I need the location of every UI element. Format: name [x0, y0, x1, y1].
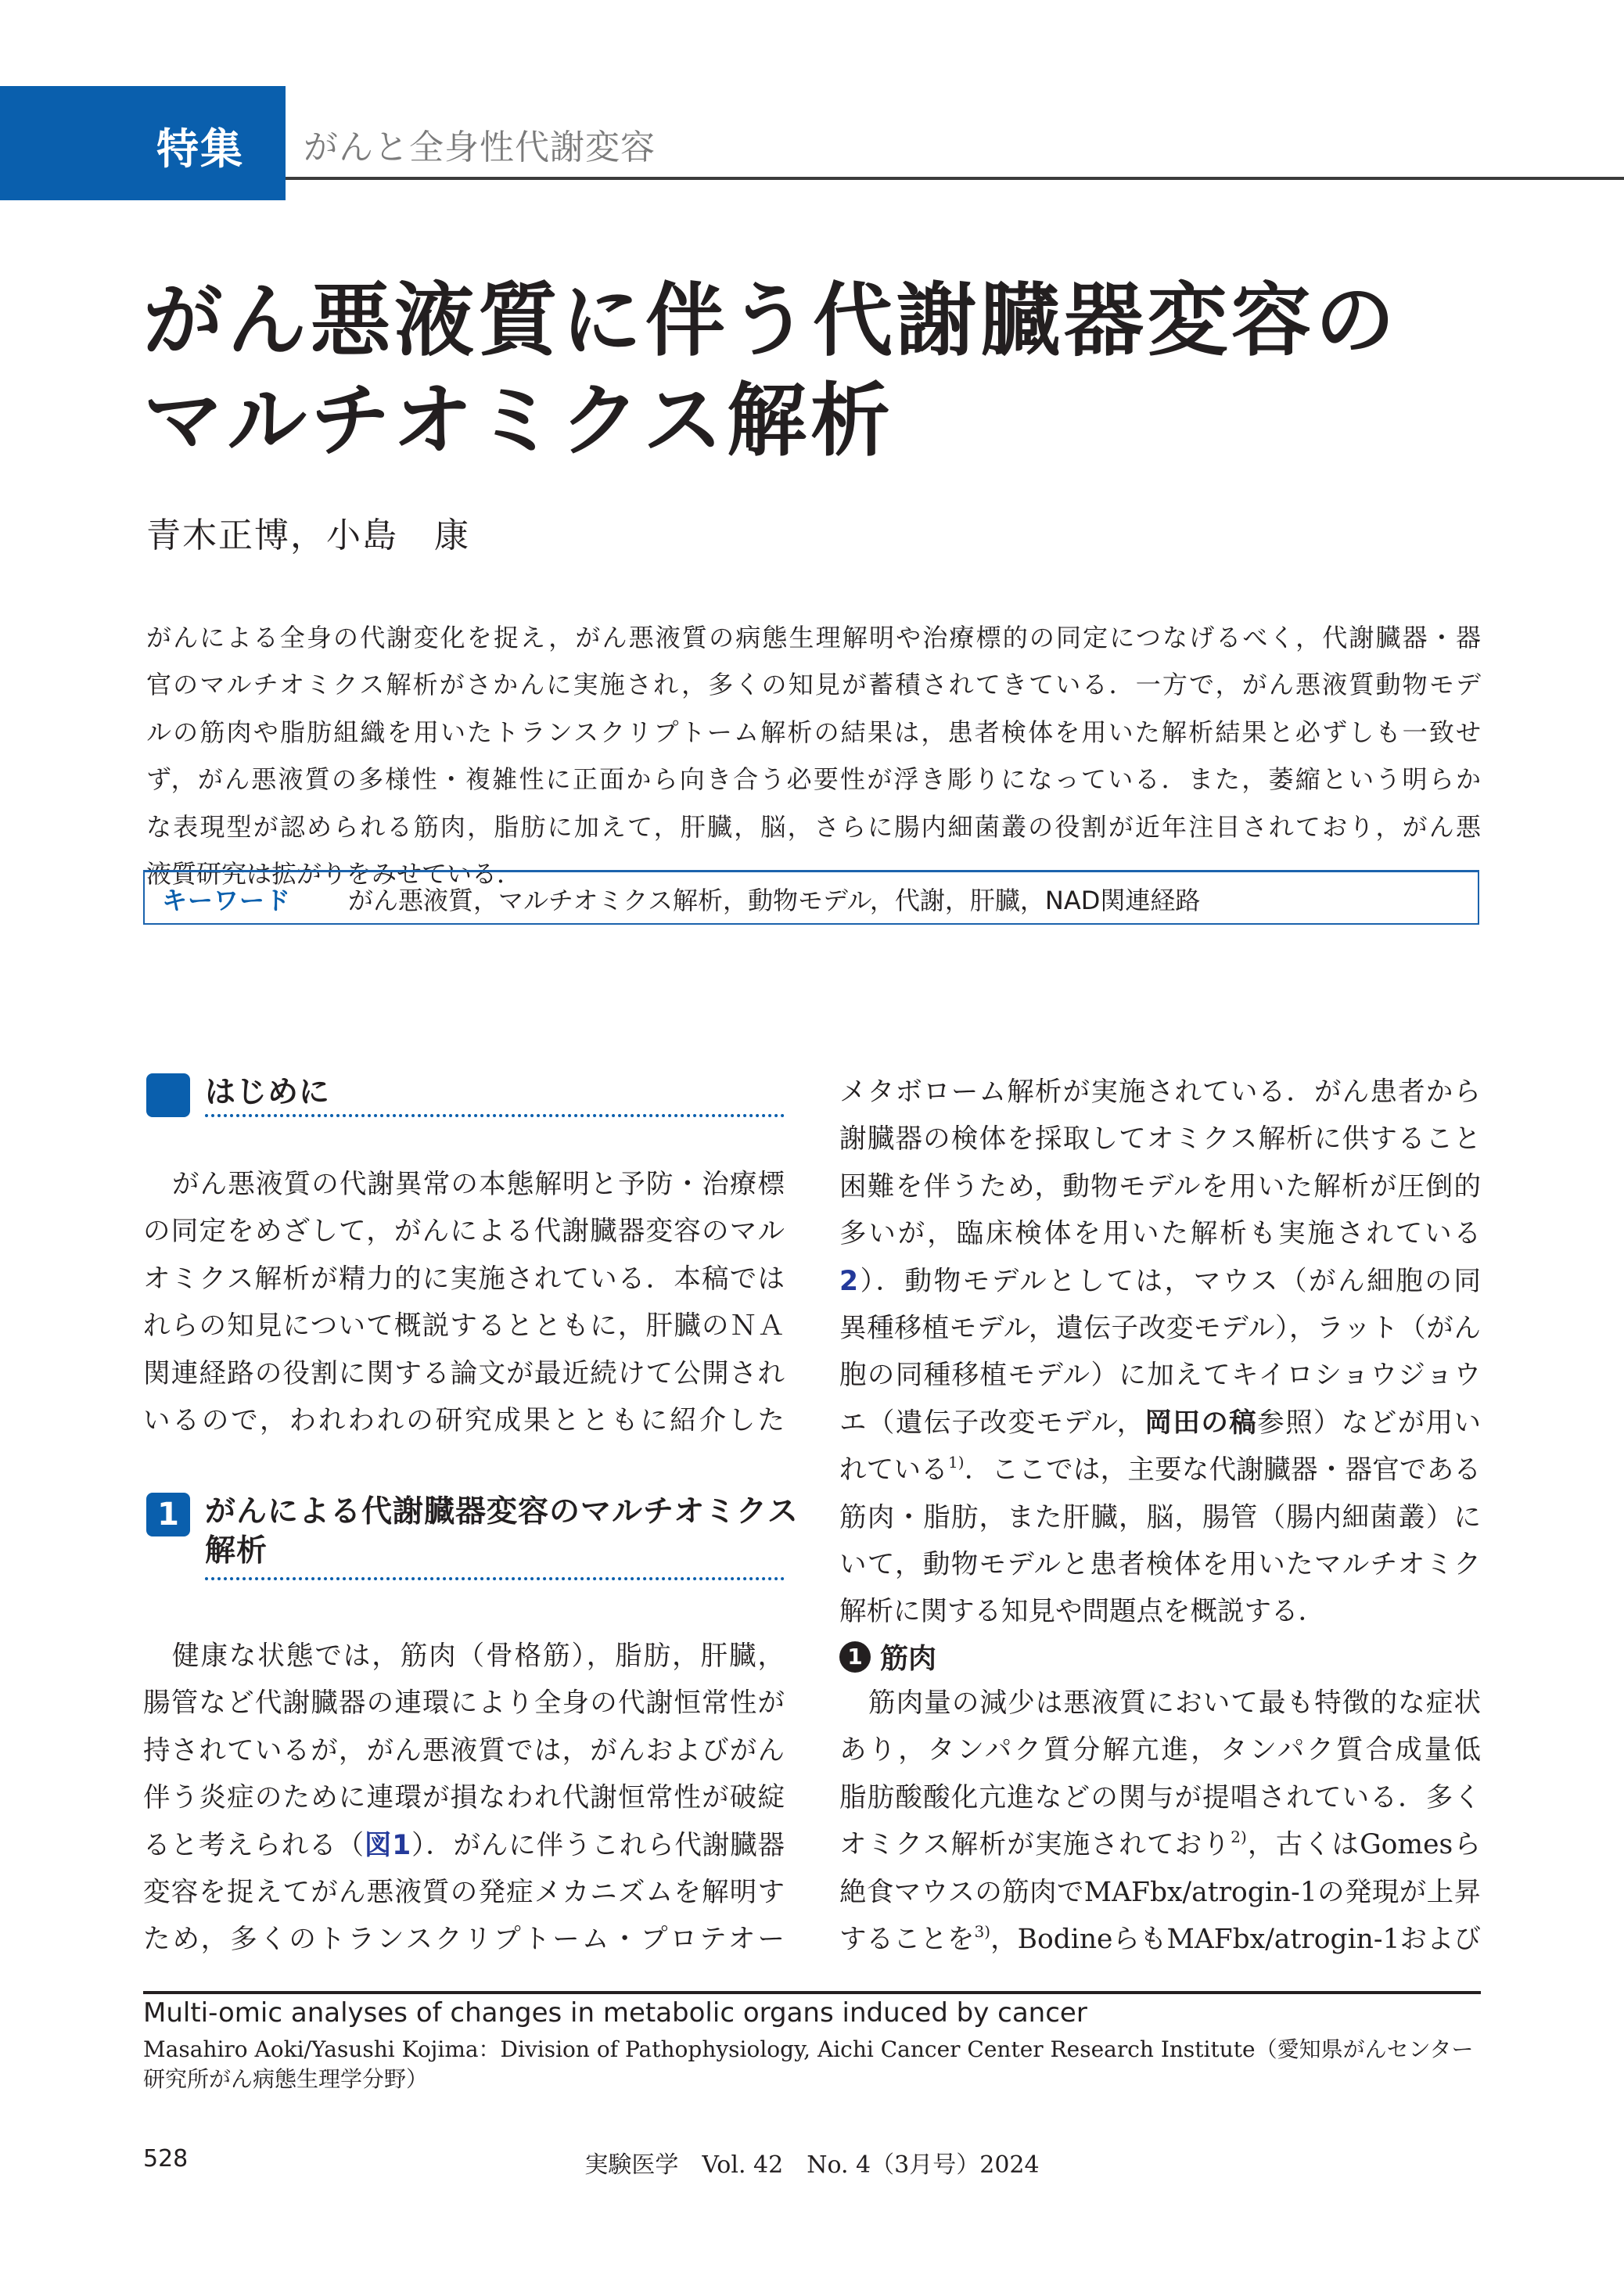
- article-title-line-2: マルチオミクス解析: [143, 375, 894, 468]
- text-line: [143, 1916, 785, 1963]
- muscle-paragraph: [839, 1680, 1481, 1963]
- series-title: がんと全身性代謝変容: [304, 128, 656, 167]
- text-span: 健康な状態では，筋肉（骨格筋），脂肪，肝臓，: [172, 1641, 785, 1672]
- text-span: あり，タンパク質分解亢進，タンパク質合成量低: [839, 1734, 1481, 1766]
- circled-number-icon: 1: [839, 1641, 871, 1673]
- right-column-paragraph: [839, 1069, 1481, 1636]
- text-span: 困難を伴うため，動物モデルを用いた解析が圧倒的: [839, 1170, 1481, 1202]
- text-line: [143, 1633, 785, 1680]
- text-span: ）．動物モデルとしては，マウス（がん細胞の同: [858, 1265, 1481, 1297]
- citation-superscript: 1): [948, 1453, 965, 1472]
- article-title-line-1: がん悪液質に伴う代謝臓器変容の: [143, 275, 1399, 368]
- text-span: 腸管など代謝臓器の連環により全身の代謝恒常性が: [143, 1687, 785, 1720]
- text-line: [839, 1447, 1481, 1493]
- text-line: [143, 1680, 785, 1727]
- text-line: [143, 1774, 785, 1821]
- text-line: [143, 1161, 785, 1208]
- text-line: [146, 614, 1481, 661]
- intro-paragraph: [143, 1161, 785, 1444]
- text-line: [143, 1397, 785, 1444]
- text-span: いて，動物モデルと患者検体を用いたマルチオミク: [839, 1548, 1481, 1580]
- text-line: [143, 1869, 785, 1916]
- section-marker-icon: [146, 1073, 190, 1117]
- text-line: [839, 1210, 1481, 1257]
- text-line: [839, 1916, 1481, 1963]
- text-line: [839, 1116, 1481, 1163]
- intro-heading: はじめに: [205, 1075, 331, 1110]
- text-span: の同定をめざして，がんによる代謝臓器変容のマル: [143, 1216, 785, 1248]
- section-1-heading-line-1: がんによる代謝臓器変容のマルチオミクス: [205, 1494, 799, 1529]
- text-line: [146, 661, 1481, 708]
- text-line: [839, 1494, 1481, 1541]
- text-span: いるので，われわれの研究成果とともに紹介した: [143, 1404, 785, 1436]
- text-line: [839, 1069, 1481, 1116]
- section-1-heading-line-2: 解析: [205, 1533, 268, 1569]
- text-span: 変容を捉えてがん悪液質の発症メカニズムを解明す: [143, 1876, 785, 1908]
- text-span: オミクス解析が実施されており: [839, 1829, 1231, 1861]
- text-line: [839, 1352, 1481, 1399]
- text-span: 持されているが，がん悪液質では，がんおよびがん: [143, 1734, 785, 1766]
- text-line: [839, 1400, 1481, 1447]
- figure-reference-link[interactable]: 2: [839, 1265, 859, 1297]
- journal-citation: 実験医学 Vol. 42 No. 4（3月号）2024: [584, 2151, 1040, 2179]
- footer-divider: [143, 1991, 1481, 1994]
- text-span: 謝臓器の検体を採取してオミクス解析に供すること: [839, 1123, 1481, 1155]
- text-line: [839, 1680, 1481, 1727]
- text-span: れらの知見について概説するとともに，肝臓のＮＡ: [143, 1310, 785, 1342]
- text-span: エ（遺伝子改変モデル，: [839, 1407, 1145, 1439]
- text-span: 伴う炎症のために連環が損なわれ代謝恒常性が破綻: [143, 1782, 785, 1814]
- text-span: ）．がんに伴うこれら代謝臓器: [411, 1829, 785, 1861]
- text-line: [146, 803, 1481, 850]
- subheading-muscle: [839, 1637, 936, 1677]
- section-number-badge: 1: [146, 1493, 190, 1536]
- text-span: 筋肉・脂肪，また肝臓，脳，腸管（腸内細菌叢）に: [839, 1501, 1481, 1533]
- text-span: ため，多くのトランスクリプトーム・プロテオー: [143, 1924, 785, 1956]
- text-span: することを: [839, 1923, 975, 1955]
- text-line: [839, 1821, 1481, 1868]
- text-span: 異種移植モデル，遺伝子改変モデル），ラット（がん: [839, 1312, 1481, 1344]
- text-span: ，BodineらもMAFbx/atrogin-1および: [990, 1923, 1481, 1955]
- keyword-list: がん悪液質，マルチオミクス解析，動物モデル，代謝，肝臓，NAD関連経路: [348, 886, 1201, 915]
- text-line: [839, 1163, 1481, 1210]
- text-line: [839, 1541, 1481, 1588]
- figure-reference-link[interactable]: 図1: [364, 1829, 411, 1861]
- affiliation-line-1: Masahiro Aoki/Yasushi Kojima：Division of Pathophysiology, Aichi Cancer Center Research Institute（愛知県がんセンター: [143, 2036, 1474, 2062]
- page-number: 528: [143, 2145, 189, 2173]
- text-line: [839, 1727, 1481, 1774]
- text-span: ると考えられる（: [143, 1829, 365, 1861]
- text-line: [143, 1256, 785, 1303]
- text-line: [839, 1869, 1481, 1916]
- text-span: オミクス解析が精力的に実施されている．本稿では: [143, 1263, 785, 1295]
- text-line: [146, 756, 1481, 803]
- english-title: Multi-omic analyses of changes in metabolic organs induced by cancer: [143, 1997, 1087, 2029]
- text-span: 胞の同種移植モデル）に加えてキイロショウジョウ: [839, 1360, 1481, 1392]
- text-line: [839, 1305, 1481, 1352]
- header-divider: [286, 177, 1624, 180]
- text-span: 官のマルチオミクス解析がさかんに実施され，多くの知見が蓄積されてきている．一方で，がん悪液質動物モデ: [146, 670, 1481, 700]
- heading-dotted-rule: [205, 1114, 785, 1117]
- keyword-label: キーワード: [162, 886, 292, 915]
- text-span: 液質研究は拡がりをみせている．: [146, 858, 523, 889]
- text-line: [839, 1774, 1481, 1821]
- text-span: 岡田の稿: [1144, 1407, 1258, 1439]
- citation-superscript: 3): [974, 1921, 991, 1941]
- text-line: [143, 1303, 785, 1350]
- text-line: [143, 1208, 785, 1255]
- text-line: [839, 1258, 1481, 1305]
- text-line: [143, 1822, 785, 1869]
- citation-superscript: 2): [1231, 1828, 1247, 1847]
- text-span: 脂肪酸酸化亢進などの関与が提唱されている．多く: [839, 1781, 1481, 1813]
- text-span: 筋肉量の減少は悪液質において最も特徴的な症状: [868, 1687, 1481, 1719]
- subheading-label: 筋肉: [880, 1643, 937, 1675]
- text-span: ，古くはGomesら: [1246, 1829, 1481, 1861]
- text-span: な表現型が認められる筋肉，脂肪に加えて，肝臓，脳，さらに腸内細菌叢の役割が近年注目されており，がん悪: [146, 811, 1481, 842]
- text-span: 解析に関する知見や問題点を概説する．: [839, 1596, 1325, 1628]
- text-span: ルの筋肉や脂肪組織を用いたトランスクリプトーム解析の結果は，患者検体を用いた解析結果と必ずしも一致せ: [146, 717, 1481, 747]
- text-span: ず，がん悪液質の多様性・複雑性に正面から向き合う必要性が浮き彫りになっている．また，萎縮という明らか: [146, 764, 1481, 795]
- text-line: [146, 709, 1481, 756]
- heading-dotted-rule: [205, 1577, 785, 1580]
- authors: 青木正博，小島 康: [146, 516, 470, 555]
- affiliation-line-2: 研究所がん病態生理学分野）: [143, 2066, 429, 2092]
- text-span: 多いが，臨床検体を用いた解析も実施されている: [839, 1218, 1481, 1250]
- keyword-box: [143, 870, 1479, 925]
- section-1-paragraph: [143, 1633, 785, 1964]
- text-span: メタボローム解析が実施されている．がん患者から: [839, 1076, 1481, 1108]
- text-span: れている: [839, 1454, 949, 1486]
- text-span: がん悪液質の代謝異常の本態解明と予防・治療標: [172, 1169, 785, 1200]
- text-span: 関連経路の役割に関する論文が最近続けて公開され: [143, 1357, 785, 1389]
- series-label: 特集: [156, 124, 244, 174]
- text-line: [143, 1727, 785, 1774]
- text-line: [143, 1350, 785, 1397]
- text-line: [839, 1588, 1481, 1635]
- text-span: がんによる全身の代謝変化を捉え，がん悪液質の病態生理解明や治療標的の同定につなげるべく，代謝臓器・器: [146, 623, 1481, 652]
- text-span: ．ここでは，主要な代謝臓器・器官である: [964, 1454, 1481, 1486]
- text-span: 参照）などが用い: [1257, 1407, 1481, 1439]
- text-span: 絶食マウスの筋肉でMAFbx/atrogin-1の発現が上昇: [839, 1876, 1481, 1908]
- abstract: [146, 614, 1481, 897]
